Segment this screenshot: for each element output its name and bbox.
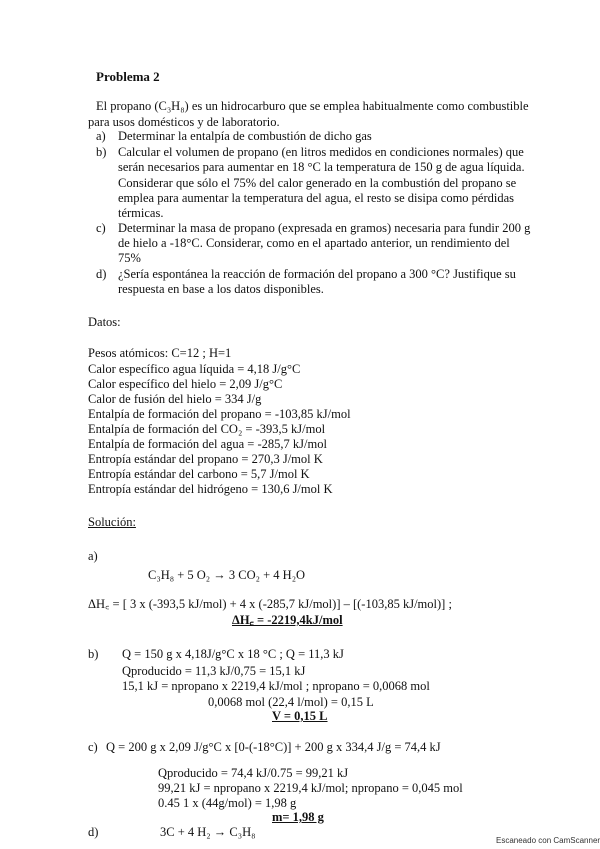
item-b-letter: b) — [96, 145, 107, 159]
sol-b-line-2: Qproducido = 11,3 kJ/0,75 = 15,1 kJ — [122, 664, 306, 678]
sol-d-letter: d) — [88, 825, 99, 839]
sol-a-letter: a) — [88, 549, 98, 563]
item-c-text: de hielo a -18°C. Considerar, como en el apartado anterior, un rendimiento del — [118, 236, 510, 250]
sol-a-calc: ΔH꜀ = [ 3 x (-393,5 kJ/mol) + 4 x (-285,7 kJ/mol)] – [(-103,85 kJ/mol)] ; — [88, 597, 452, 611]
sol-b-line-1: Q = 150 g x 4,18J/g°C x 18 °C ; Q = 11,3 kJ — [122, 647, 344, 661]
item-a-text: Determinar la entalpía de combustión de dicho gas — [118, 129, 372, 143]
sol-a-reaction: C₃H₈ + 5 O₂ → 3 CO₂ + 4 H₂O — [148, 568, 306, 582]
sol-c-line-1: Q = 200 g x 2,09 J/g°C x [0-(-18°C)] + 200 g x 334,4 J/g = 74,4 kJ — [106, 740, 441, 754]
sol-b-letter: b) — [88, 647, 99, 661]
item-a-letter: a) — [96, 129, 106, 143]
dato-line: Entropía estándar del carbono = 5,7 J/mol K — [88, 467, 310, 481]
item-b-text: Calcular el volumen de propano (en litros medidos en condiciones normales) que — [118, 145, 524, 159]
solucion-heading: Solución: — [88, 515, 136, 529]
sol-c-letter: c) — [88, 740, 98, 754]
item-c-text: Determinar la masa de propano (expresada en gramos) necesaria para fundir 200 g — [118, 221, 531, 235]
dato-line: Entalpía de formación del propano = -103,85 kJ/mol — [88, 407, 351, 421]
dato-line: Calor de fusión del hielo = 334 J/g — [88, 392, 262, 406]
sol-a-result: ΔH꜀ = -2219,4kJ/mol — [232, 613, 343, 627]
item-d-text: respuesta en base a los datos disponibles. — [118, 282, 324, 296]
item-c-text: 75% — [118, 251, 141, 265]
item-b-text: emplea para aumentar la temperatura del agua, el resto se disipa como pérdidas — [118, 191, 515, 205]
item-c-letter: c) — [96, 221, 106, 235]
sol-c-line-4: 0.45 1 x (44g/mol) = 1,98 g — [158, 796, 297, 810]
item-d-text: ¿Sería espontánea la reacción de formación del propano a 300 °C? Justifique su — [118, 267, 516, 281]
scanner-watermark: Escaneado con CamScanner — [496, 836, 600, 845]
intro-line-2: para usos domésticos y de laboratorio. — [88, 115, 280, 129]
dato-line: Entropía estándar del propano = 270,3 J/mol K — [88, 452, 323, 466]
dato-line: Entropía estándar del hidrógeno = 130,6 J/mol K — [88, 482, 333, 496]
dato-line: Pesos atómicos: C=12 ; H=1 — [88, 346, 232, 360]
sol-d-reaction: 3C + 4 H₂ → C₃H₈ — [160, 825, 256, 839]
sol-c-result: m= 1,98 g — [272, 810, 324, 824]
item-b-text: térmicas. — [118, 206, 164, 220]
sol-c-line-2: Qproducido = 74,4 kJ/0.75 = 99,21 kJ — [158, 766, 349, 780]
dato-line: Calor específico agua líquida = 4,18 J/g°C — [88, 362, 301, 376]
intro-line-1: El propano (C₃H₈) es un hidrocarburo que se emplea habitualmente como combustible — [96, 99, 529, 113]
item-b-text: Considerar que sólo el 75% del calor generado en la combustión del propano se — [118, 176, 517, 190]
dato-line: Entalpía de formación del agua = -285,7 kJ/mol — [88, 437, 327, 451]
sol-b-line-4: 0,0068 mol (22,4 l/mol) = 0,15 L — [208, 695, 374, 709]
sol-c-line-3: 99,21 kJ = npropano x 2219,4 kJ/mol; npropano = 0,045 mol — [158, 781, 463, 795]
sol-b-line-3: 15,1 kJ = npropano x 2219,4 kJ/mol ; npropano = 0,0068 mol — [122, 679, 430, 693]
item-b-text: serán necesarios para aumentar en 18 °C la temperatura de 150 g de agua líquida. — [118, 160, 525, 174]
dato-line: Calor específico del hielo = 2,09 J/g°C — [88, 377, 283, 391]
dato-line: Entalpía de formación del CO₂ = -393,5 kJ/mol — [88, 422, 326, 436]
sol-b-result: V = 0,15 L — [272, 709, 328, 723]
datos-heading: Datos: — [88, 315, 121, 329]
item-d-letter: d) — [96, 267, 107, 281]
page-title: Problema 2 — [96, 69, 160, 84]
